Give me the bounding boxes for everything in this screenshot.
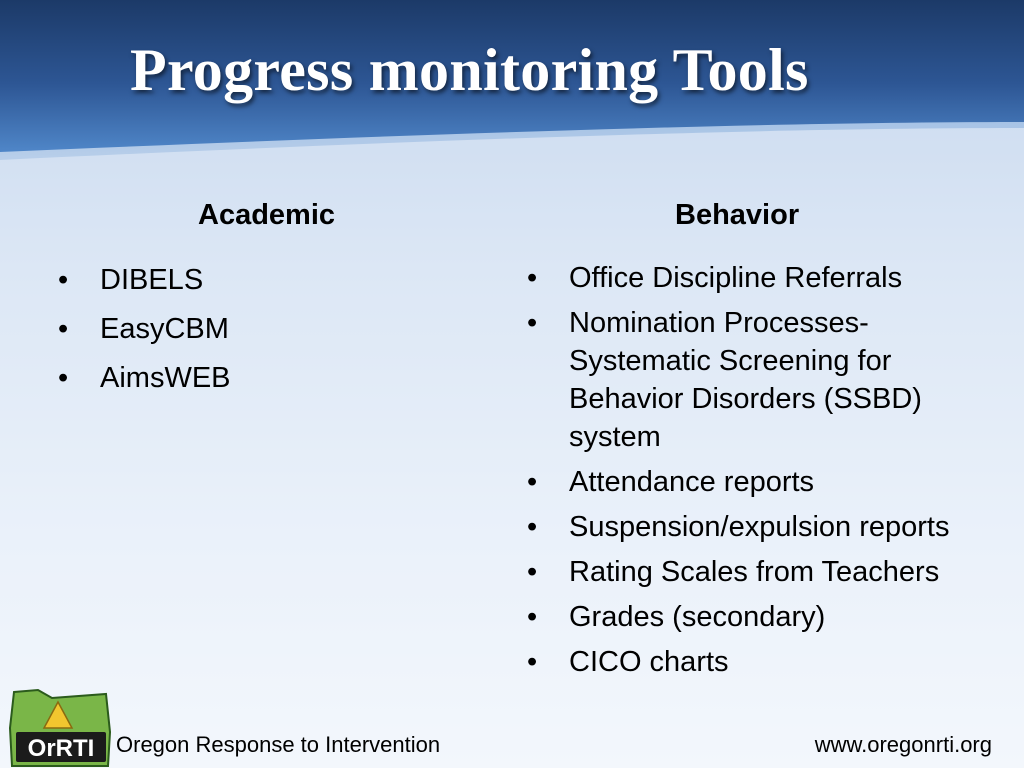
list-item: • Office Discipline Referrals: [527, 259, 967, 297]
academic-list: [58, 261, 458, 408]
academic-heading: Academic: [198, 199, 336, 231]
title-bar: [0, 0, 1024, 165]
footer-organization: Oregon Response to Intervention: [116, 732, 441, 757]
behavior-list: [527, 259, 967, 688]
list-item: • Nomination Processes-Systematic Screening for Behavior Disorders (SSBD) system: [527, 304, 967, 456]
orrti-logo: [8, 688, 114, 768]
oregon-state-logo-icon: [8, 688, 114, 768]
slide-title: Progress monitoring Tools: [130, 37, 809, 103]
list-item: • DIBELS: [58, 261, 458, 299]
footer-url-link[interactable]: www.oregonrti.org: [814, 732, 992, 757]
behavior-heading: Behavior: [675, 199, 800, 231]
list-item: • CICO charts: [527, 643, 967, 681]
list-item: • EasyCBM: [58, 310, 458, 348]
list-item: • Attendance reports: [527, 463, 967, 501]
logo-text: OrRTI: [27, 735, 95, 762]
list-item: • Grades (secondary): [527, 598, 967, 636]
list-item: • AimsWEB: [58, 359, 458, 397]
list-item: • Suspension/expulsion reports: [527, 508, 967, 546]
list-item: • Rating Scales from Teachers: [527, 553, 967, 591]
